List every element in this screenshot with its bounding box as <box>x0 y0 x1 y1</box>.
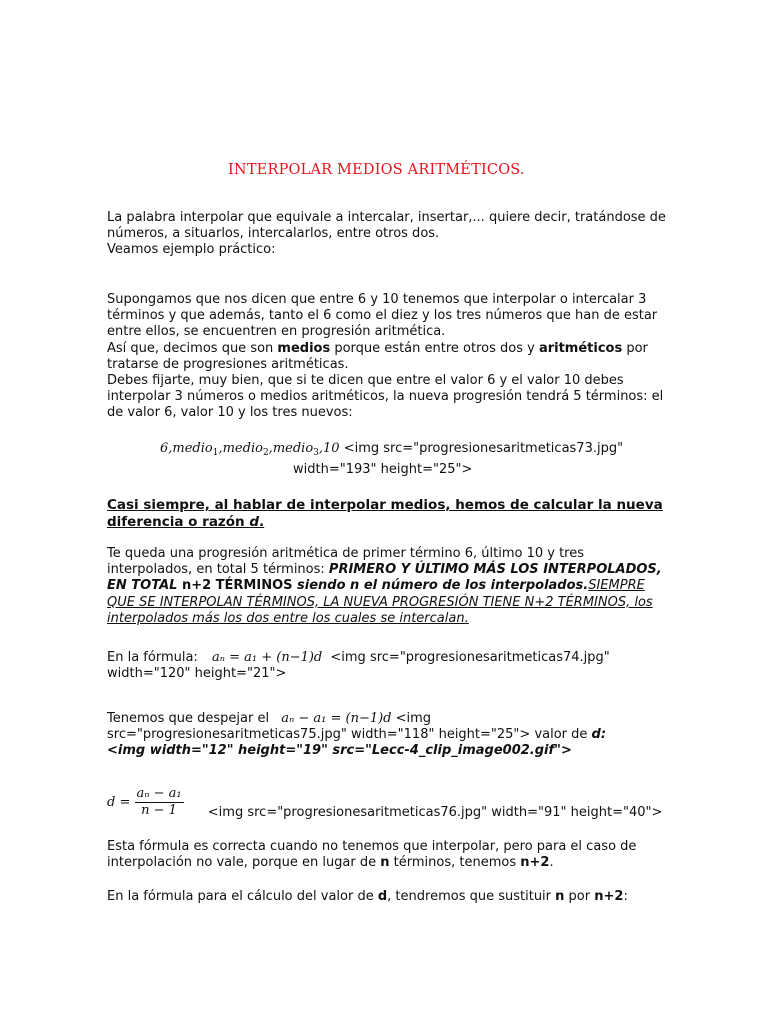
heading-end: . <box>259 514 265 530</box>
text-run: Esta fórmula es correcta cuando no tenemos que interpolar, pero para el caso de interpolación no vale, porque en lugar de <box>107 839 637 871</box>
formula-part: medio <box>222 441 263 456</box>
variable-d: d: <box>591 727 607 743</box>
formula-3-row <box>107 711 667 760</box>
bold-run: n+2 <box>520 855 550 871</box>
formula-4-row <box>107 786 667 821</box>
bold-italic-run: n <box>350 578 360 594</box>
bold-italic-run: el número de los interpolados. <box>359 578 589 594</box>
interpolation-section <box>107 546 667 627</box>
formula-2-row <box>107 650 667 682</box>
note-section <box>107 839 667 871</box>
formula-subscript: 3 <box>313 448 319 458</box>
bold-italic-run: siendo <box>292 578 351 594</box>
intro-section <box>107 210 667 259</box>
text-run: , tendremos que sustituir <box>387 889 556 904</box>
heading-text <box>107 497 667 531</box>
formula-part: , <box>218 441 223 456</box>
image-tag-text: <img src="progresionesaritmeticas73.jpg" <box>343 441 624 456</box>
heading-variable: d <box>249 514 260 530</box>
formula-part: medio <box>272 441 314 456</box>
substitution-paragraph <box>107 889 667 905</box>
section-heading <box>107 497 667 531</box>
image-tag-text: src="progresionesaritmeticas75.jpg" width="118" height="25"> valor de <box>107 727 592 743</box>
formula-part: medio <box>172 441 213 456</box>
image-tag-text-bold: <img width="12" height="19" src="Lecc-4_clip_image002.gif"> <box>107 743 572 759</box>
explanation-section <box>107 292 667 422</box>
formula-difference: aₙ − a₁ = (n−1)d <box>281 711 392 726</box>
formula-part: , <box>268 441 273 456</box>
bold-run: n <box>380 855 390 871</box>
image-tag-text: <img src="progresionesaritmeticas76.jpg" width="91" height="40"> <box>207 805 663 821</box>
formula-subscript: 2 <box>262 448 269 458</box>
bold-term-aritmeticos: aritméticos <box>538 340 623 356</box>
formula-general-term: aₙ = a₁ + (n−1)d <box>211 650 323 665</box>
intro-paragraph: La palabra interpolar que equivale a intercalar, insertar,... quiere decir, tratándose de números, a situarlos, intercalarlos, entre otros dos. <box>107 210 666 242</box>
fraction-numerator: aₙ − a₁ <box>135 786 184 803</box>
text-run: términos, tenemos <box>389 855 521 871</box>
fraction <box>135 786 184 819</box>
note-paragraph <box>107 839 667 871</box>
intro-example-line: Veamos ejemplo práctico: <box>107 242 276 258</box>
heading-main: Casi siempre, al hablar de interpolar medios, hemos de calcular la nueva diferencia o razón <box>107 497 663 530</box>
formula-medios-sequence <box>160 441 344 456</box>
explanation-paragraph-1: Supongamos que nos dicen que entre 6 y 10 tenemos que interpolar o intercalar 3 términos y que además, tanto el 6 como el diez y los tres números que han de estar entre ellos, se encuentren en progresión aritmética. <box>107 292 658 340</box>
formula-d-fraction <box>107 786 188 819</box>
bold-run: d <box>377 889 388 904</box>
image-tag-text: <img <box>395 711 432 726</box>
bold-run: n+2 TÉRMINOS <box>181 578 293 594</box>
explanation-paragraph-3: Debes fijarte, muy bien, que si te dicen que entre el valor 6 y el valor 10 debes interpolar 3 números o medios aritméticos, la nueva progresión tendrá 5 términos: el de valor 6, valor 10 y los tres nuevos: <box>107 373 664 421</box>
formula-1-row <box>160 441 680 461</box>
substitution-section <box>107 889 667 905</box>
text-run: Así que, decimos que son <box>107 340 278 356</box>
text-run: por tratarse de progresiones aritméticas. <box>107 340 648 372</box>
page-title: INTERPOLAR MEDIOS ARITMÉTICOS. <box>228 162 525 178</box>
image-tag-text: <img src="progresionesaritmeticas74.jpg" <box>330 650 610 665</box>
formula-1-tag-line2: width="193" height="25"> <box>293 462 473 477</box>
text-run: En la fórmula para el cálculo del valor de <box>107 889 378 904</box>
image-tag-text: width="120" height="21"> <box>107 666 287 682</box>
formula-2-prefix: En la fórmula: <box>107 650 198 665</box>
bold-italic-run: PRIMERO Y ÚLTIMO MÁS LOS INTERPOLADOS, EN TOTAL <box>107 562 662 594</box>
text-run: . <box>549 855 554 871</box>
text-run: porque están entre otros dos y <box>330 340 539 356</box>
interpolation-paragraph <box>107 546 667 627</box>
fraction-denominator: n − 1 <box>141 803 177 819</box>
text-run: por <box>564 889 595 904</box>
text-run: Te queda una progresión aritmética de primer término 6, último 10 y tres interpolados, en total 5 términos: <box>107 546 585 578</box>
formula-3-prefix: Tenemos que despejar el <box>107 711 270 726</box>
text-run: : <box>623 889 628 904</box>
formula-part: ,10 <box>318 441 340 456</box>
formula-lhs: d = <box>107 795 131 811</box>
formula-part: 6, <box>160 441 173 456</box>
bold-run: n+2 <box>594 889 624 904</box>
bold-term-medios: medios <box>277 340 331 356</box>
formula-subscript: 1 <box>212 448 219 458</box>
bold-run: n <box>555 889 565 904</box>
underlined-italic-run: SIEMPRE QUE SE INTERPOLAN TÉRMINOS, LA NUEVA PROGRESIÓN TIENE N+2 TÉRMINOS, los interpolados más los dos entre los cuales se intercalan. <box>107 578 653 626</box>
explanation-paragraph-2 <box>107 341 667 373</box>
